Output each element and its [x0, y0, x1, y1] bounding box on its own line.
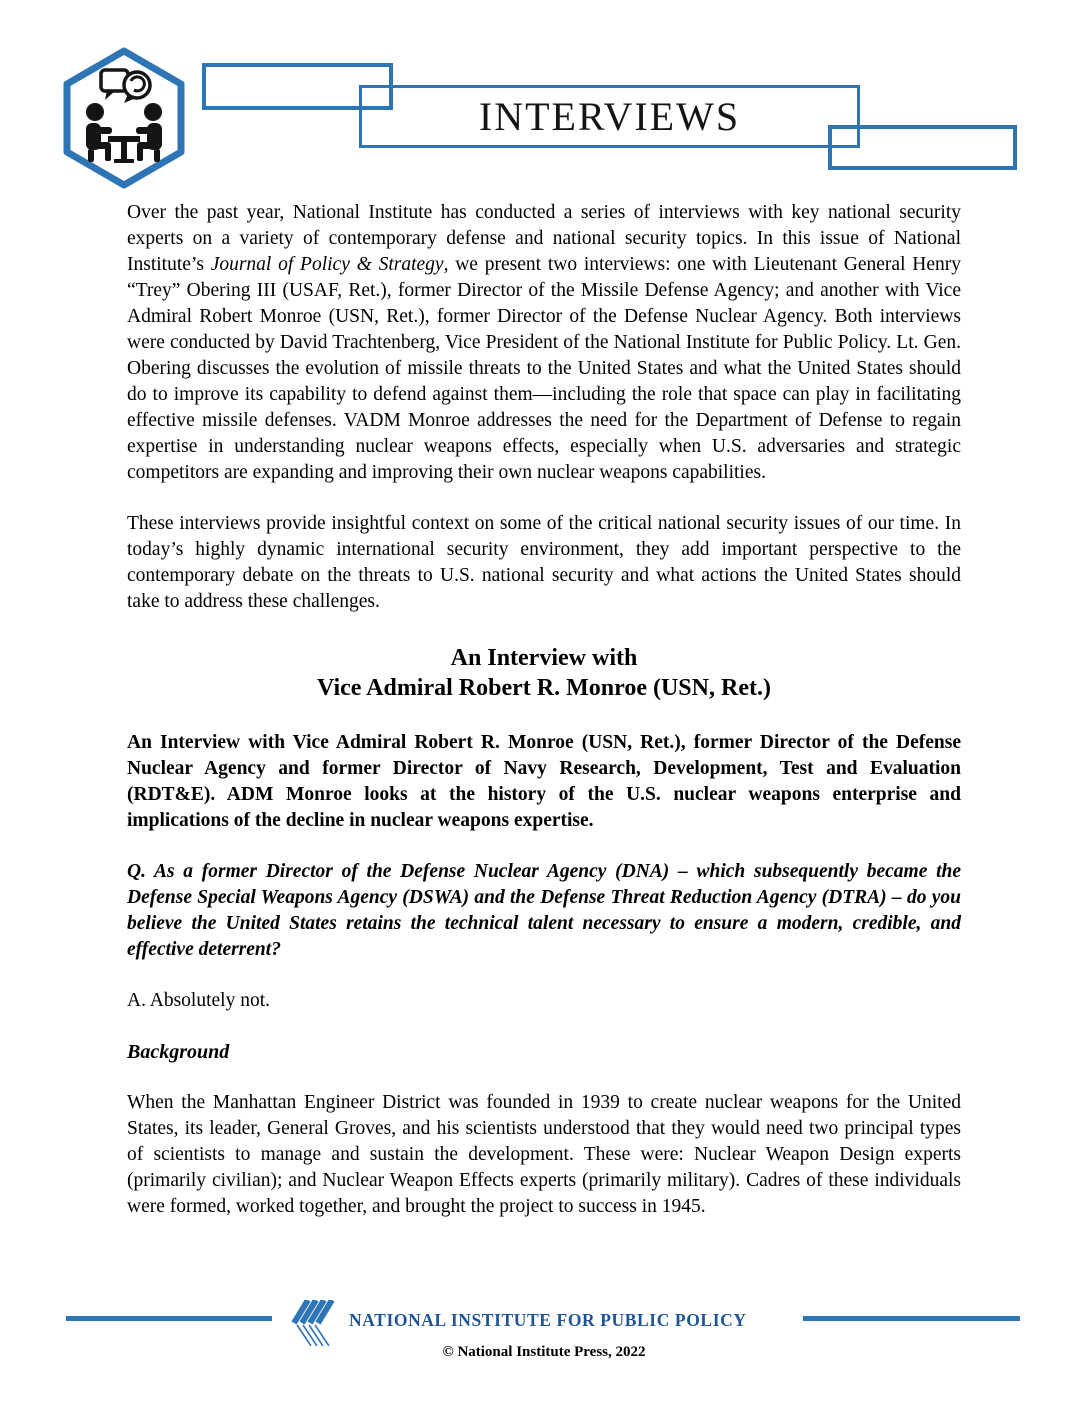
footer-rule-right: [803, 1316, 1020, 1321]
header-title-box: [359, 85, 860, 148]
interview-heading-line2: Vice Admiral Robert R. Monroe (USN, Ret.): [317, 675, 771, 701]
footer-org-name: NATIONAL INSTITUTE FOR PUBLIC POLICY: [349, 1310, 747, 1330]
background-section-heading: Background: [127, 1041, 230, 1063]
intro-paragraph-1: [127, 200, 961, 486]
intro-paragraph-2: These interviews provide insightful context on some of the critical national security issues of our time. In today’s highly dynamic international security environment, they add important perspective to the contemporary debate on the threats to U.S. national security and what actions the United States should take to address these challenges.: [127, 513, 961, 612]
header-deco-box-right: [828, 125, 1017, 170]
copyright-line: © National Institute Press, 2022: [442, 1344, 646, 1360]
page-title: INTERVIEWS: [478, 94, 741, 139]
question-paragraph: Q. As a former Director of the Defense Nuclear Agency (DNA) – which subsequently became the Defense Special Weapons Agency (DSWA) and the Defense Threat Reduction Agency (DTRA) – do you believe the United States retains the technical talent necessary to ensure a modern, credible, and effective deterrent?: [127, 861, 961, 960]
background-paragraph: When the Manhattan Engineer District was founded in 1939 to create nuclear weapons for the United States, its leader, General Groves, and his scientists understood that they would need two principal types of scientists to manage and sustain the development. These were: Nuclear Weapon Design experts (primarily civilian); and Nuclear Weapon Effects experts (primarily military). Cadres of these individuals were formed, worked together, and brought the project to success in 1945.: [127, 1092, 961, 1217]
interview-conversation-icon: [60, 45, 188, 191]
footer-rule-left: [66, 1316, 272, 1321]
stripes-flag-logo: [290, 1300, 338, 1346]
answer-line: A. Absolutely not.: [127, 990, 271, 1011]
interview-heading: [127, 643, 961, 703]
intro-paragraph-1-text-cont: , we present two interviews: one with Lieutenant General Henry “Trey” Obering III (USAF, Ret.), former Director of the Missile Defense Agency; and another with Vice Admiral Robert Monroe (USN, Ret.), former Director of the Defense Nuclear Agency. Both interviews were conducted by David Trachtenberg, Vice President of the National Institute for Public Policy. Lt. Gen. Obering discusses the evolution of missile threats to the United States and what the United States should do to improve its capability to defend against them—including the role that space can play in facilitating effective missile defenses. VADM Monroe addresses the need for the Department of Defense to regain expertise in understanding nuclear weapons effects, especially when U.S. adversaries and strategic competitors are expanding and improving their own nuclear weapons capabilities.: [127, 254, 961, 483]
document-body: [127, 200, 961, 1245]
intro-paragraph-1-text: Over the past year, National Institute has conducted a series of interviews with key national security experts on a variety of contemporary defense and national security topics. In this issue of National Institute’s: [127, 202, 961, 275]
interview-lead-paragraph: An Interview with Vice Admiral Robert R. Monroe (USN, Ret.), former Director of the Defense Nuclear Agency and former Director of Navy Research, Development, Test and Evaluation (RDT&E). ADM Monroe looks at the history of the U.S. nuclear weapons enterprise and implications of the decline in nuclear weapons expertise.: [127, 732, 961, 831]
journal-title-italic: Journal of Policy & Strategy: [210, 254, 444, 275]
interview-heading-line1: An Interview with: [450, 645, 638, 671]
